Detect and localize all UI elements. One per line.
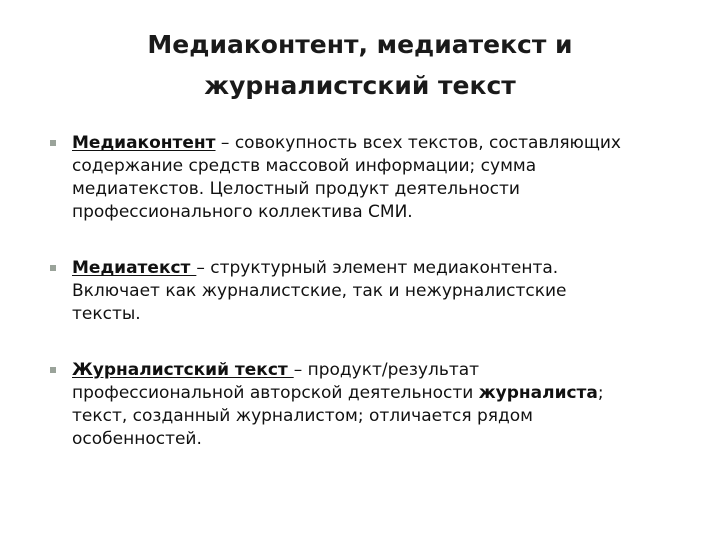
bullet-line: особенностей. [72, 429, 202, 449]
emphasis-journalist: журналиста [478, 383, 598, 403]
bullet-line [72, 382, 700, 405]
definition-text: – совокупность всех текстов, составляющих [215, 133, 621, 153]
term-journalistic-text: Журналистский текст [72, 360, 294, 380]
term-mediacontent: Медиаконтент [72, 133, 216, 153]
definition-text: ; [597, 383, 604, 403]
bullet-line: текст, созданный журналистом; отличается рядом [72, 406, 533, 426]
definition-text: профессиональной авторской деятельности [72, 383, 479, 403]
slide-title [90, 24, 630, 106]
bullet-line: медиатекстов. Целостный продукт деятельности [72, 179, 520, 199]
bullet-line: профессионального коллектива СМИ. [72, 202, 413, 222]
bullet-list [50, 132, 700, 451]
slide-title-line-2: журналистский текст [204, 71, 516, 100]
bullet-line: Включает как журналистские, так и нежурналистские [72, 281, 567, 301]
bullet-line: содержание средств массовой информации; сумма [72, 156, 537, 176]
bullet-item-mediacontent [50, 132, 700, 224]
bullet-line: тексты. [72, 304, 141, 324]
bullet-square-icon [50, 265, 56, 271]
bullet-line [72, 132, 700, 155]
bullet-item-mediatext [50, 257, 700, 326]
term-mediatext: Медиатекст [72, 258, 197, 278]
bullet-square-icon [50, 140, 56, 146]
bullet-line [72, 359, 700, 382]
definition-text: – структурный элемент медиаконтента. [196, 258, 559, 278]
bullet-line [72, 257, 700, 280]
definition-text: – продукт/результат [293, 360, 480, 380]
bullet-square-icon [50, 367, 56, 373]
bullet-item-journalistic-text [50, 359, 700, 451]
slide-title-line-1: Медиаконтент, медиатекст и [147, 30, 573, 59]
